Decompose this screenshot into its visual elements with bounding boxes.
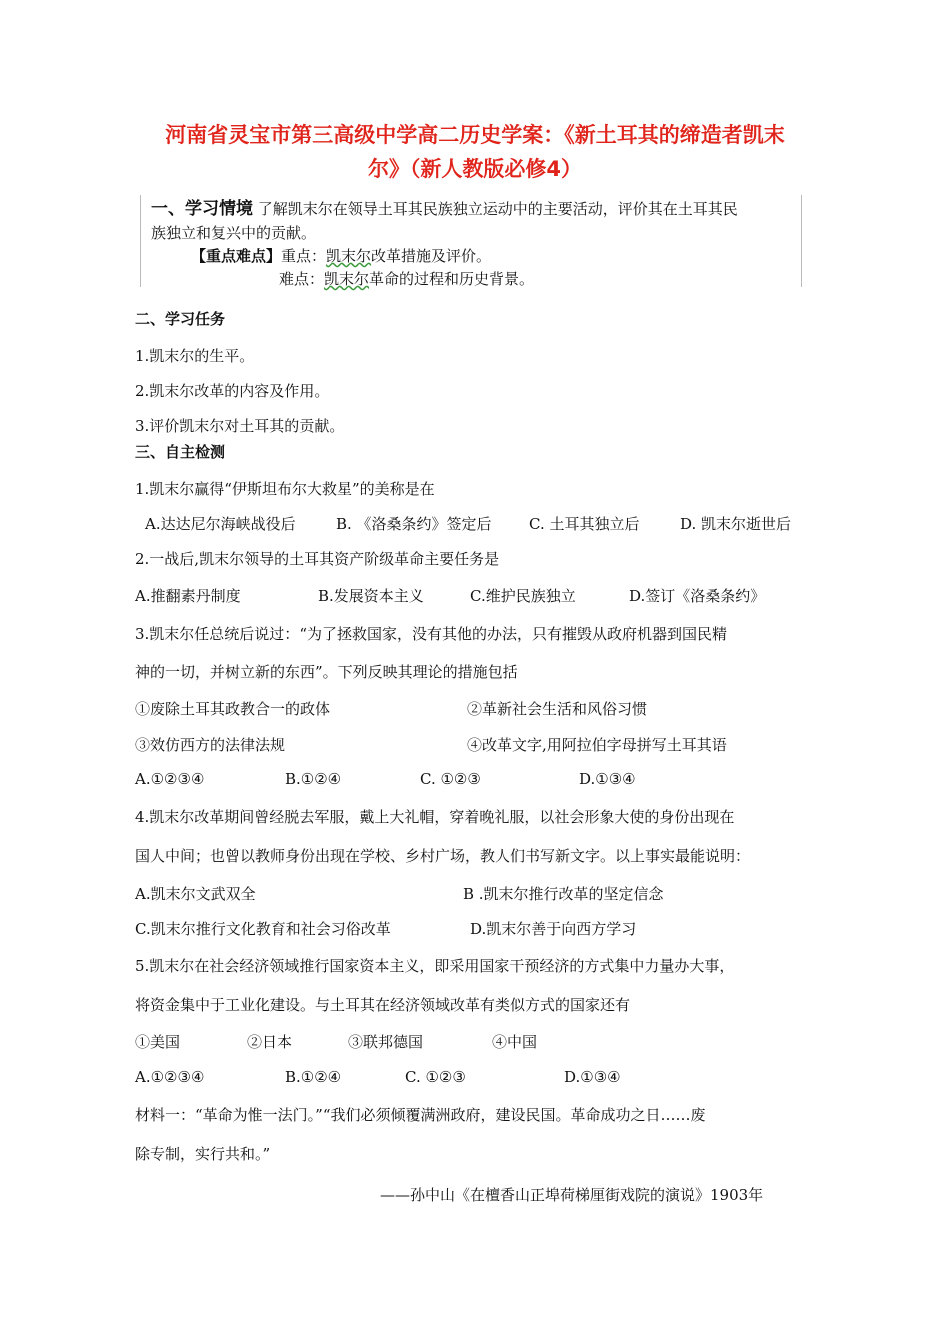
material-1-line-2: 除专制，实行共和。”	[135, 1145, 271, 1163]
q1-option-a: A.达达尼尔海峡战役后	[145, 515, 296, 533]
section-3-heading: 三、自主检测	[135, 443, 226, 461]
q3-option-a: A.①②③④	[135, 770, 205, 788]
q4-option-a: A.凯末尔文武双全	[135, 885, 256, 903]
q3-option-c: C. ①②③	[420, 770, 481, 788]
q2-option-c: C.维护民族独立	[470, 587, 576, 605]
title-line-2: 尔》（新人教版必修4）	[367, 157, 583, 181]
q4-option-b: B .凯末尔推行改革的坚定信念	[463, 885, 664, 903]
q2-option-d: D.签订《洛桑条约》	[629, 587, 766, 605]
q3-stem-line-2: 神的一切，并树立新的东西”。下列反映其理论的措施包括	[135, 663, 518, 681]
q5-item-2: ②日本	[247, 1033, 293, 1051]
q4-option-d: D.凯末尔善于向西方学习	[470, 920, 637, 938]
q3-item-1: ①废除土耳其政教合一的政体	[135, 700, 331, 718]
context-heading: 一、学习情境	[151, 199, 253, 219]
q2-stem: 2.一战后,凯末尔领导的土耳其资产阶级革命主要任务是	[135, 550, 500, 568]
q3-option-b: B.①②④	[285, 770, 342, 788]
q3-item-3: ③效仿西方的法律法规	[135, 736, 286, 754]
context-line-1	[151, 197, 799, 221]
context-text-a: 了解凯末尔在领导土耳其民族独立运动中的主要活动，评价其在土耳其民	[257, 200, 738, 218]
q2-option-a: A.推翻素丹制度	[135, 587, 241, 605]
key-rest: 改革措施及评价。	[371, 247, 492, 265]
q4-stem-line-1: 4.凯末尔改革期间曾经脱去军服，戴上大礼帽，穿着晚礼服，以社会形象大使的身份出现在	[135, 808, 735, 826]
key-prefix: 重点：	[281, 247, 327, 265]
q3-item-2: ②革新社会生活和风俗习惯	[467, 700, 648, 718]
task-item-3: 3.评价凯末尔对土耳其的贡献。	[135, 417, 345, 435]
q1-stem: 1.凯末尔赢得“伊斯坦布尔大救星”的美称是在	[135, 480, 435, 498]
key-difficulty-label: 【重点难点】	[191, 247, 282, 265]
key-wavy-text: 凯末尔	[326, 247, 372, 265]
q5-option-c: C. ①②③	[405, 1068, 466, 1086]
q1-option-b: B. 《洛桑条约》签定后	[336, 515, 492, 533]
difficulty-line	[279, 267, 534, 291]
q4-stem-line-2: 国人中间；也曾以教师身份出现在学校、乡村广场，教人们书写新文字。以上事实最能说明：	[135, 847, 751, 865]
q2-option-b: B.发展资本主义	[318, 587, 424, 605]
section-2-heading: 二、学习任务	[135, 310, 226, 328]
q3-stem-line-1: 3.凯末尔任总统后说过：“为了拯救国家，没有其他的办法，只有摧毁从政府机器到国民精	[135, 625, 727, 643]
q5-option-d: D.①③④	[564, 1068, 621, 1086]
difficulty-wavy-text: 凯末尔	[324, 270, 370, 288]
key-point-line	[191, 244, 491, 268]
q3-item-4: ④改革文字,用阿拉伯字母拼写土耳其语	[467, 736, 727, 754]
q4-option-c: C.凯末尔推行文化教育和社会习俗改革	[135, 920, 391, 938]
difficulty-rest: 革命的过程和历史背景。	[369, 270, 535, 288]
task-item-1: 1.凯末尔的生平。	[135, 347, 255, 365]
q5-stem-line-1: 5.凯末尔在社会经济领域推行国家资本主义，即采用国家干预经济的方式集中力量办大事，	[135, 957, 735, 975]
context-text-b: 族独立和复兴中的贡献。	[151, 224, 317, 242]
q5-option-a: A.①②③④	[135, 1068, 205, 1086]
q5-item-4: ④中国	[492, 1033, 538, 1051]
q5-item-3: ③联邦德国	[348, 1033, 424, 1051]
q1-option-c: C. 土耳其独立后	[529, 515, 640, 533]
q1-option-d: D. 凯末尔逝世后	[680, 515, 792, 533]
document-title	[120, 118, 830, 186]
q5-stem-line-2: 将资金集中于工业化建设。与土耳其在经济领域改革有类似方式的国家还有	[135, 996, 631, 1014]
q5-option-b: B.①②④	[285, 1068, 342, 1086]
q5-item-1: ①美国	[135, 1033, 181, 1051]
q3-option-d: D.①③④	[579, 770, 636, 788]
title-line-1: 河南省灵宝市第三高级中学高二历史学案：《新土耳其的缔造者凯末	[165, 123, 785, 147]
difficulty-prefix: 难点：	[279, 270, 325, 288]
learning-context-box	[140, 195, 802, 287]
material-1-line-1: 材料一：“革命为惟一法门。”“我们必须倾覆满洲政府，建设民国。革命成功之日……废	[135, 1106, 706, 1124]
material-1-source: ——孙中山《在檀香山正埠荷梯厘街戏院的演说》1903年	[380, 1186, 764, 1204]
task-item-2: 2.凯末尔改革的内容及作用。	[135, 382, 330, 400]
